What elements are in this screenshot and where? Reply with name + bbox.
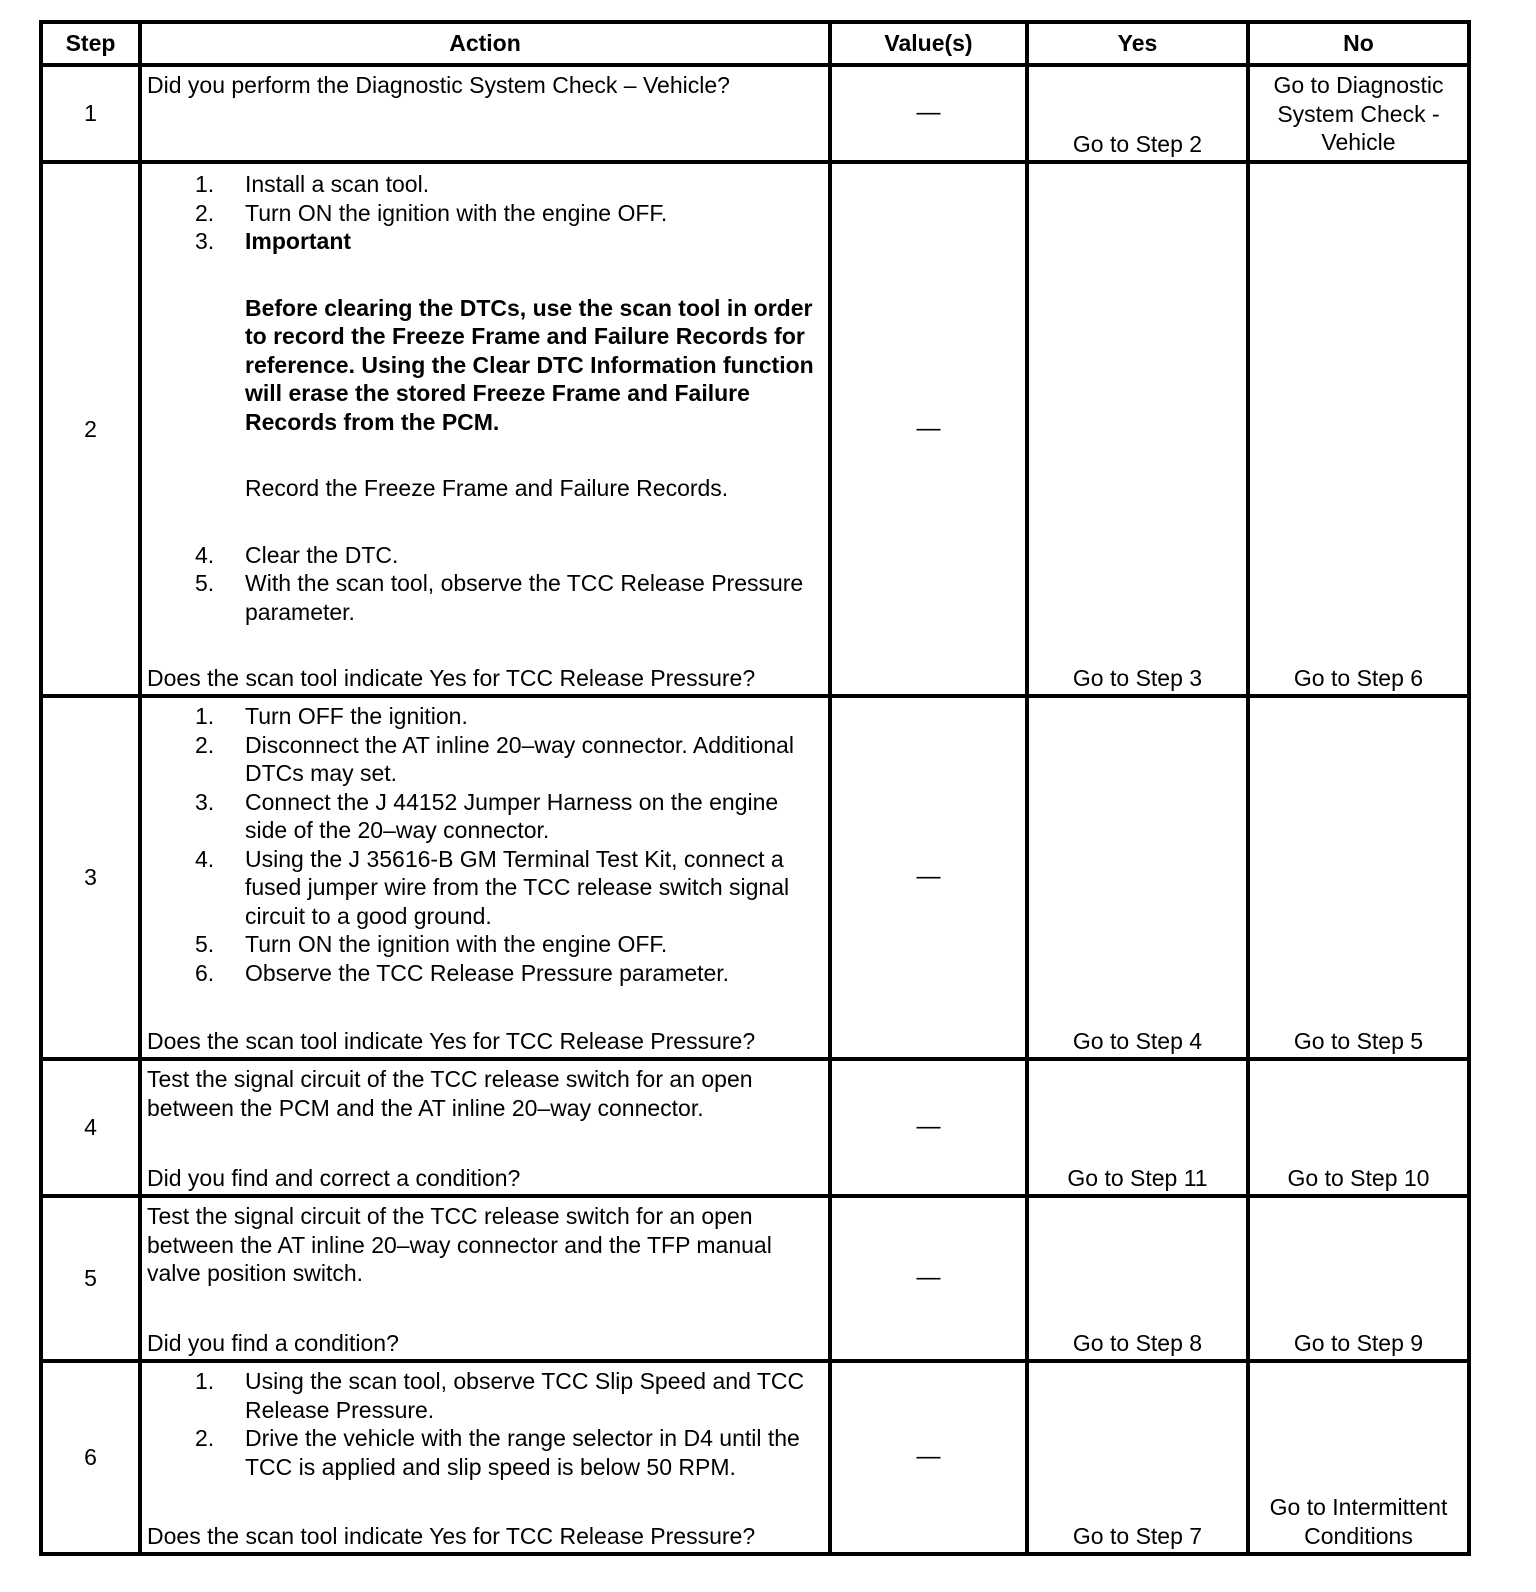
- no-result: Go to Step 6: [1293, 664, 1424, 691]
- action-question: Does the scan tool indicate Yes for TCC Release Pressure?: [147, 1522, 756, 1549]
- table-row-step-4: [41, 1059, 1469, 1196]
- action-cell: [140, 65, 830, 162]
- no-result: Go to Diagnostic System Check - Vehicle: [1273, 72, 1444, 155]
- no-cell: [1248, 696, 1469, 1059]
- no-cell: [1248, 1196, 1469, 1361]
- yes-cell: [1027, 1361, 1248, 1554]
- value-cell: —: [830, 65, 1027, 162]
- action-cell: [140, 162, 830, 696]
- list-item: 1. Turn OFF the ignition.: [195, 703, 468, 729]
- list-item: 2. Drive the vehicle with the range selector in D4 until the TCC is applied and slip speed is below 50 RPM.: [195, 1425, 800, 1480]
- table-row-step-6: [41, 1361, 1469, 1554]
- action-steps-list: [147, 702, 822, 987]
- list-item: 4. Using the J 35616-B GM Terminal Test Kit, connect a fused jumper wire from the TCC release switch signal circuit to a good ground.: [195, 845, 790, 929]
- no-result: Go to Step 10: [1287, 1164, 1430, 1191]
- yes-cell: [1027, 162, 1248, 696]
- list-item: 5. With the scan tool, observe the TCC Release Pressure parameter.: [195, 570, 804, 625]
- action-question: Does the scan tool indicate Yes for TCC Release Pressure?: [147, 664, 756, 691]
- action-steps-list: [147, 170, 822, 626]
- diagnostic-table: [39, 20, 1471, 1556]
- step-number: 5: [41, 1196, 140, 1361]
- yes-result: Go to Step 2: [1072, 130, 1203, 157]
- yes-result: Go to Step 7: [1072, 1522, 1203, 1549]
- step-number: 2: [41, 162, 140, 696]
- action-cell: [140, 1059, 830, 1196]
- list-item: 6. Observe the TCC Release Pressure parameter.: [195, 959, 730, 986]
- action-cell: [140, 1361, 830, 1554]
- step-number: 4: [41, 1059, 140, 1196]
- action-cell: [140, 1196, 830, 1361]
- header-step: Step: [41, 22, 140, 65]
- list-item: 5. Turn ON the ignition with the engine OFF.: [195, 931, 668, 957]
- yes-result: Go to Step 11: [1067, 1164, 1208, 1191]
- yes-result: Go to Step 4: [1072, 1027, 1203, 1054]
- no-result: Go to Step 9: [1293, 1329, 1424, 1356]
- header-no: No: [1248, 22, 1469, 65]
- no-result: Go to Intermittent Conditions: [1269, 1494, 1448, 1549]
- action-question: Did you find a condition?: [147, 1329, 399, 1356]
- action-text: Did you perform the Diagnostic System Check – Vehicle?: [147, 72, 730, 98]
- action-text: Test the signal circuit of the TCC release switch for an open between the PCM and the AT inline 20–way connector.: [147, 1066, 753, 1121]
- step-number: 1: [41, 65, 140, 162]
- step-number: 6: [41, 1361, 140, 1554]
- no-cell: [1248, 65, 1469, 162]
- list-item: 4. Clear the DTC.: [195, 541, 399, 568]
- value-cell: —: [830, 162, 1027, 696]
- list-item: 1. Using the scan tool, observe TCC Slip Speed and TCC Release Pressure.: [195, 1368, 805, 1423]
- header-yes: Yes: [1027, 22, 1248, 65]
- no-result: Go to Step 5: [1293, 1027, 1424, 1054]
- no-cell: [1248, 162, 1469, 696]
- no-cell: [1248, 1059, 1469, 1196]
- list-item: 2. Disconnect the AT inline 20–way connector. Additional DTCs may set.: [195, 731, 794, 786]
- action-question: Did you find and correct a condition?: [147, 1164, 521, 1191]
- value-cell: —: [830, 1361, 1027, 1554]
- step-number: 3: [41, 696, 140, 1059]
- list-item: 3. Connect the J 44152 Jumper Harness on the engine side of the 20–way connector.: [195, 788, 779, 843]
- table-row-step-1: [41, 65, 1469, 162]
- yes-cell: [1027, 696, 1248, 1059]
- header-row: [41, 22, 1469, 65]
- yes-result: Go to Step 8: [1072, 1329, 1203, 1356]
- header-action: Action: [140, 22, 830, 65]
- record-note: Record the Freeze Frame and Failure Records.: [245, 475, 729, 501]
- table-row-step-3: [41, 696, 1469, 1059]
- action-question: Does the scan tool indicate Yes for TCC Release Pressure?: [147, 1027, 756, 1054]
- list-item: 1. Install a scan tool.: [195, 171, 430, 197]
- action-text: Test the signal circuit of the TCC release switch for an open between the AT inline 20–way connector and the TFP manual valve position switch.: [147, 1203, 772, 1286]
- list-item: 2. Turn ON the ignition with the engine OFF.: [195, 199, 668, 226]
- yes-cell: [1027, 65, 1248, 162]
- header-values: Value(s): [830, 22, 1027, 65]
- important-note: Before clearing the DTCs, use the scan tool in order to record the Freeze Frame and Failure Records for reference. Using the Clear DTC Information function will erase the stored Freeze Frame and Failure Records from the PCM.: [245, 294, 814, 435]
- action-steps-list: [147, 1367, 822, 1481]
- value-cell: —: [830, 696, 1027, 1059]
- list-item: 3. Important Before clearing the DTCs, use the scan tool in order to record the Freeze Frame and Failure Records for reference. Using the Clear DTC Information function will erase the stored Freeze Frame and Failure Records from the PCM. Record the Freeze Frame and Failure Records.: [147, 227, 822, 541]
- value-cell: —: [830, 1196, 1027, 1361]
- value-cell: —: [830, 1059, 1027, 1196]
- yes-cell: [1027, 1196, 1248, 1361]
- no-cell: [1248, 1361, 1469, 1554]
- table-row-step-2: [41, 162, 1469, 696]
- table-row-step-5: [41, 1196, 1469, 1361]
- action-cell: [140, 696, 830, 1059]
- yes-result: Go to Step 3: [1072, 664, 1203, 691]
- yes-cell: [1027, 1059, 1248, 1196]
